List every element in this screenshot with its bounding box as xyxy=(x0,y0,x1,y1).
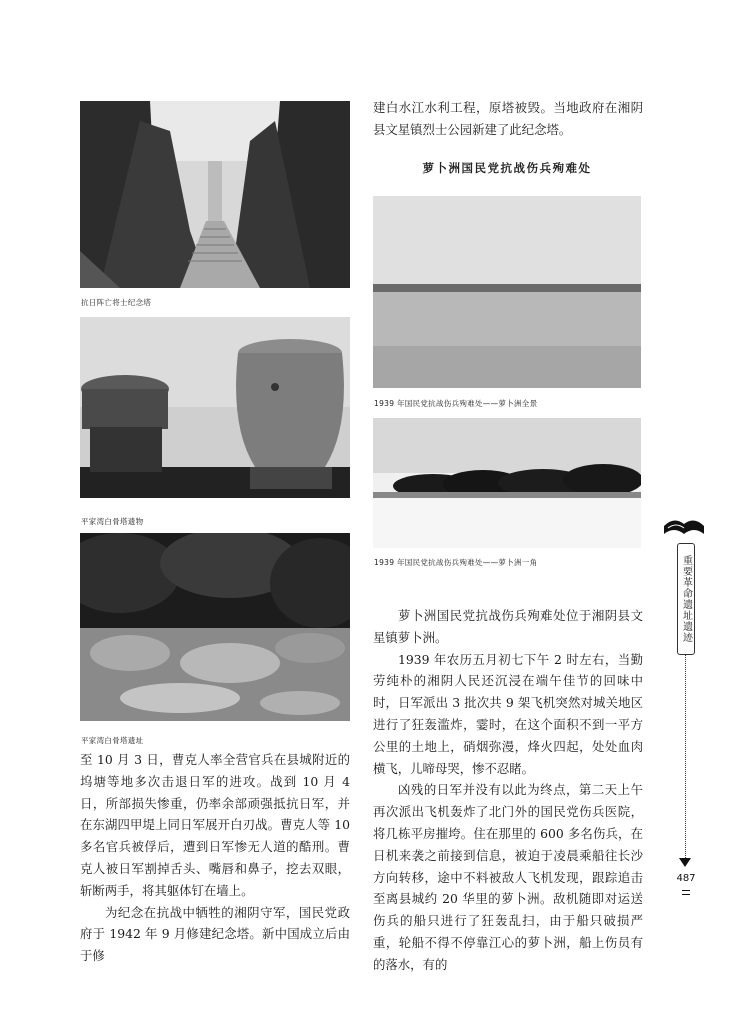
bone-tower-site-photo xyxy=(80,533,350,721)
dotted-guide-line xyxy=(685,655,686,860)
left-paragraph-1: 至 10 月 3 日，曹克人率全营官兵在县城附近的坞塘等地多次击退日军的进攻。战到 10 月 4 日，所部损失惨重，仍率余部顽强抵抗日军，并在东湖四甲堤上同日军展开白刃战。曹克人等 10 多名官兵被俘后，遭到日军惨无人道的酷刑。曹克人被日军割掉舌头、嘴唇和鼻子，挖去双眼，斩断两手，将其躯体钉在墙上。 xyxy=(80,752,350,898)
right-paragraph-2: 1939 年农历五月初七下午 2 时左右，当勤劳纯朴的湘阴人民还沉浸在端午佳节的回味中时，日军派出 3 批次共 9 架飞机突然对城关地区进行了狂轰滥炸，霎时，在这个面积不到一平方公里的土地上，硝烟弥漫，烽火四起，处处血肉横飞，儿啼母哭，惨不忍睹。 xyxy=(373,651,643,776)
book-icon xyxy=(660,512,708,540)
left-paragraph-2: 为纪念在抗战中牺牲的湘阴守军，国民党政府于 1942 年 9 月修建纪念塔。新中国成立后由于修 xyxy=(80,904,350,964)
side-tab-label: 重要革命遗址遗迹 xyxy=(680,555,692,643)
bone-tower-site-caption: 平家湾白骨塔遗址 xyxy=(81,736,144,745)
page-mark-line-2 xyxy=(682,894,690,895)
corner-photo xyxy=(373,418,641,548)
memorial-tower-photo xyxy=(80,101,350,288)
corner-caption: 1939 年国民党抗战伤兵殉难处——萝卜洲一角 xyxy=(374,558,538,567)
right-top-paragraph: 建白水江水利工程，原塔被毁。当地政府在湘阴县文星镇烈士公园新建了此纪念塔。 xyxy=(373,100,643,137)
panorama-photo xyxy=(373,196,641,388)
side-tab xyxy=(677,543,695,655)
page-mark-line xyxy=(682,890,690,891)
bone-tower-relics-caption: 平家湾白骨塔遗物 xyxy=(81,517,144,526)
right-paragraph-3: 凶残的日军并没有以此为终点，第二天上午再次派出飞机轰炸了北门外的国民党伤兵医院，将几栋平房摧垮。住在那里的 600 多名伤兵，在日机来袭之前接到信息，被迫于凌晨乘船往长沙方向转移，途中不料被敌人飞机发现，跟踪追击至离县城约 20 华里的萝卜洲。敌机随即对运送伤兵的船只进行了狂轰乱扫，由于船只破损严重，轮船不得不停靠江心的萝卜洲，船上伤员有的落水，有的 xyxy=(373,782,643,972)
left-column-text xyxy=(80,749,350,967)
page-number: 487 xyxy=(676,873,696,884)
memorial-tower-caption: 抗日阵亡将士纪念塔 xyxy=(81,298,152,307)
right-paragraph-1: 萝卜洲国民党抗战伤兵殉难处位于湘阴县文星镇萝卜洲。 xyxy=(373,608,643,645)
panorama-caption: 1939 年国民党抗战伤兵殉难处——萝卜洲全景 xyxy=(374,399,538,408)
bone-tower-relics-photo xyxy=(80,317,350,498)
section-title: 萝卜洲国民党抗战伤兵殉难处 xyxy=(422,161,592,175)
arrow-down-icon xyxy=(679,858,691,867)
right-top-text xyxy=(373,97,643,141)
right-column-text xyxy=(373,605,643,976)
